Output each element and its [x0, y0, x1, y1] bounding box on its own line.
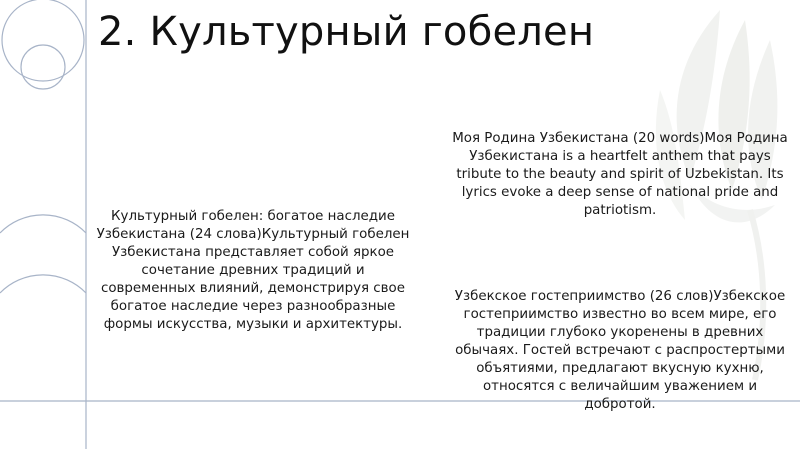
deco-circle-large	[2, 0, 84, 81]
text-block-cultural-tapestry: Культурный гобелен: богатое наследие Узбекистана (24 слова)Культурный гобелен Узбекистана представляет собой яркое сочетание древних традиций и современных влияний, демонстрируя свое богатое наследие через разнообразные формы искусства, музыки и архитектуры.	[96, 209, 410, 332]
text-block-homeland-anthem: Моя Родина Узбекистана (20 words)Моя Родина Узбекистана is a heartfelt anthem that pays tribute to the beauty and spirit of Uzbekistan. Its lyrics evoke a deep sense of national pride and patriotism.	[452, 131, 788, 218]
deco-circle-small	[21, 45, 65, 89]
deco-arc-bottom	[0, 275, 86, 293]
text-block-hospitality: Узбекское гостеприимство (26 слов)Узбекское гостеприимство известно во всем мире, его традиции глубоко укоренены в древних обычаях. Гостей встречают с распростертыми объятиями, предлагают вкусную кухню, относятся с величайшим уважением и добротой.	[454, 289, 786, 412]
deco-arc-top	[0, 215, 86, 233]
slide-title: 2. Культурный гобелен	[98, 9, 595, 55]
